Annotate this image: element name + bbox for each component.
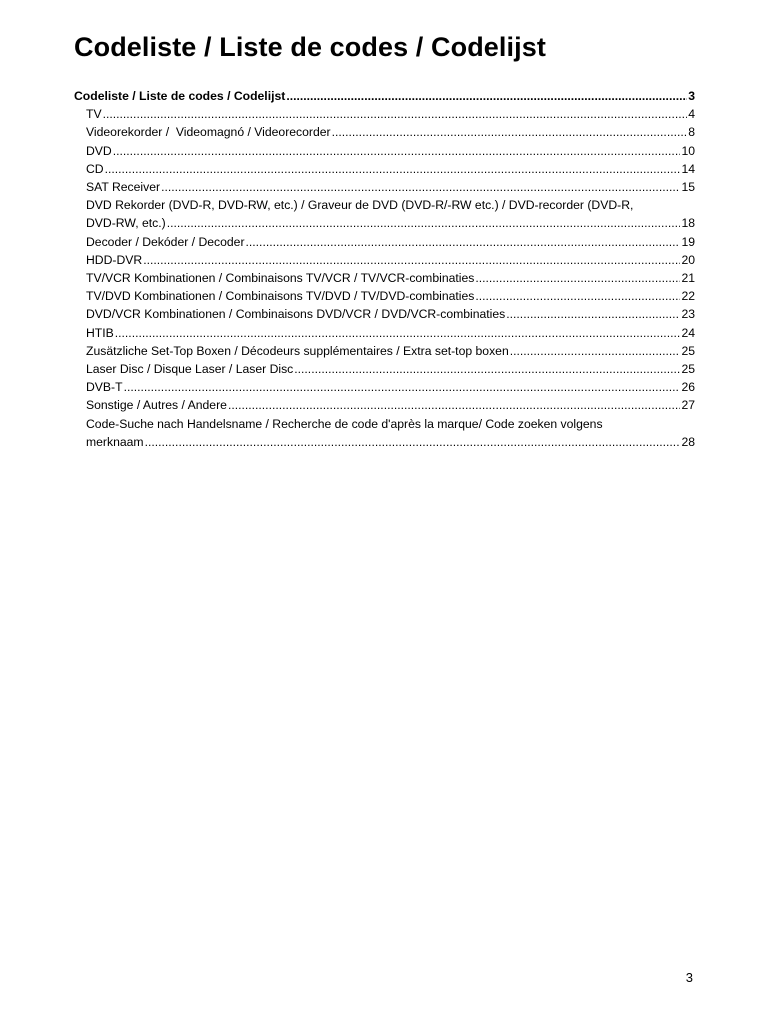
toc-entry-title: SAT Receiver xyxy=(86,180,161,195)
toc-entry-title: Laser Disc / Disque Laser / Laser Disc xyxy=(86,362,294,377)
toc-entry-title: Videorekorder / Videomagnó / Videorecorder xyxy=(86,125,331,140)
toc-leader-dots xyxy=(228,396,681,414)
toc-entry-set-top-boxes[interactable] xyxy=(74,342,695,360)
toc-entry-htib[interactable] xyxy=(74,324,695,342)
toc-leader-dots xyxy=(115,324,681,342)
page-number: 3 xyxy=(685,970,693,985)
toc-entry-page: 3 xyxy=(688,89,695,103)
toc-entry-sat-receiver[interactable] xyxy=(74,178,695,196)
toc-entry-page: 25 xyxy=(681,343,695,358)
toc-leader-dots xyxy=(124,378,681,396)
toc-leader-dots xyxy=(475,287,680,305)
toc-entry-title: DVD/VCR Kombinationen / Combinaisons DVD/VCR / DVD/VCR-combinaties xyxy=(86,307,506,322)
toc-leader-dots xyxy=(332,123,688,141)
toc-entry-page: 25 xyxy=(681,362,695,377)
toc-entry-title-line2: DVD-RW, etc.) xyxy=(86,216,166,231)
toc-entry-page: 8 xyxy=(688,125,695,140)
toc-entry-page: 24 xyxy=(681,325,695,340)
toc-entry-title: TV/VCR Kombinationen / Combinaisons TV/VCR / TV/VCR-combinaties xyxy=(86,271,475,286)
toc-entry-title: HTIB xyxy=(86,325,114,340)
toc-entry-dvb-t[interactable] xyxy=(74,378,695,396)
toc-leader-dots xyxy=(143,251,680,269)
toc-entry-decoder[interactable] xyxy=(74,233,695,251)
page-title: Codeliste / Liste de codes / Codelijst xyxy=(74,32,546,62)
toc-entry-page: 19 xyxy=(681,234,695,249)
toc-leader-dots xyxy=(510,342,681,360)
toc-entry-tv[interactable] xyxy=(74,105,695,123)
toc-entry-page: 21 xyxy=(681,271,695,286)
toc-leader-dots xyxy=(167,214,681,232)
toc-entry-other[interactable] xyxy=(74,396,695,414)
toc-entry-dvd-recorder[interactable] xyxy=(74,196,695,232)
toc-leader-dots xyxy=(113,142,681,160)
toc-entry-page: 22 xyxy=(681,289,695,304)
toc-leader-dots xyxy=(286,87,687,105)
toc-entry-page: 27 xyxy=(681,398,695,413)
toc-entry-title: Decoder / Dekóder / Decoder xyxy=(86,234,245,249)
toc-entry-title: TV xyxy=(86,107,102,122)
toc-entry-title-line1: Code-Suche nach Handelsname / Recherche de code d'après la marque/ Code zoeken volgens xyxy=(86,416,603,431)
toc-entry-title-line2: merknaam xyxy=(86,434,144,449)
toc-entry-title: HDD-DVR xyxy=(86,252,143,267)
toc-leader-dots xyxy=(475,269,680,287)
toc-entry-cd[interactable] xyxy=(74,160,695,178)
toc-leader-dots xyxy=(161,178,680,196)
toc-entry-title: Sonstige / Autres / Andere xyxy=(86,398,227,413)
toc-entry-tv-vcr[interactable] xyxy=(74,269,695,287)
toc-entry-title: DVD xyxy=(86,143,112,158)
toc-entry-title: DVB-T xyxy=(86,380,123,395)
toc-entry-title: CD xyxy=(86,161,104,176)
toc-entry-page: 28 xyxy=(681,434,695,449)
toc-entry-tv-dvd[interactable] xyxy=(74,287,695,305)
toc-leader-dots xyxy=(246,233,681,251)
toc-entry-page: 14 xyxy=(681,161,695,176)
toc-leader-dots xyxy=(294,360,680,378)
toc-leader-dots xyxy=(103,105,688,123)
table-of-contents xyxy=(74,87,695,451)
toc-leader-dots xyxy=(105,160,681,178)
toc-entry-laser-disc[interactable] xyxy=(74,360,695,378)
toc-entry-dvd-vcr[interactable] xyxy=(74,305,695,323)
toc-entry-page: 26 xyxy=(681,380,695,395)
toc-entry-title-line1: DVD Rekorder (DVD-R, DVD-RW, etc.) / Graveur de DVD (DVD-R/-RW etc.) / DVD-recorder (DVD-R, xyxy=(86,198,634,213)
toc-entry-page: 23 xyxy=(681,307,695,322)
toc-entry-page: 10 xyxy=(681,143,695,158)
toc-entry-page: 20 xyxy=(681,252,695,267)
toc-entry-dvd[interactable] xyxy=(74,142,695,160)
toc-entry-title: TV/DVD Kombinationen / Combinaisons TV/DVD / TV/DVD-combinaties xyxy=(86,289,475,304)
toc-entry-main[interactable] xyxy=(74,87,695,105)
toc-entry-code-search[interactable] xyxy=(74,415,695,451)
toc-entry-videorecorder[interactable] xyxy=(74,123,695,141)
toc-entry-title: Zusätzliche Set-Top Boxen / Décodeurs supplémentaires / Extra set-top boxen xyxy=(86,343,509,358)
toc-entry-page: 18 xyxy=(681,216,695,231)
toc-leader-dots xyxy=(506,305,680,323)
toc-entry-page: 15 xyxy=(681,180,695,195)
toc-entry-page: 4 xyxy=(688,107,695,122)
toc-leader-dots xyxy=(145,433,681,451)
toc-entry-title: Codeliste / Liste de codes / Codelijst xyxy=(74,89,286,103)
toc-entry-hdd-dvr[interactable] xyxy=(74,251,695,269)
